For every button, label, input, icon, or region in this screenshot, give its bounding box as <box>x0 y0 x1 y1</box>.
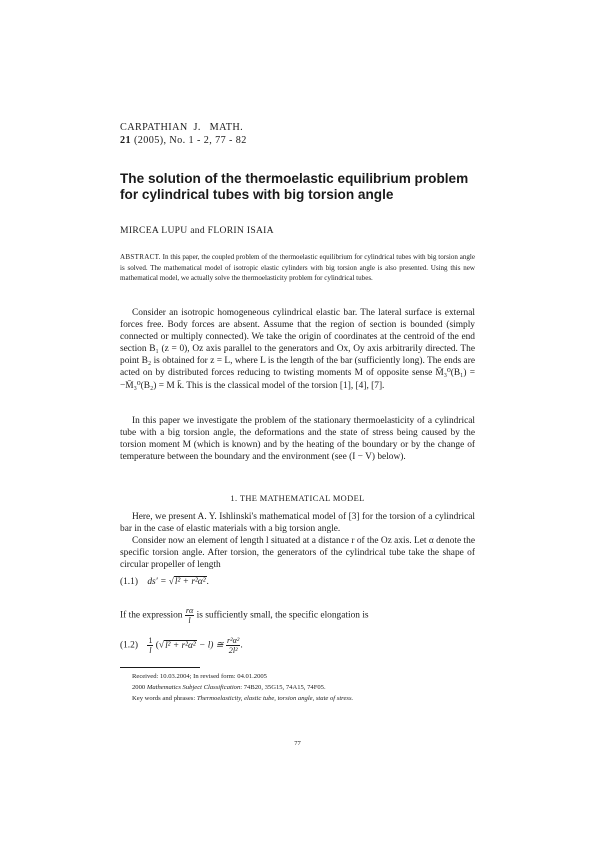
p5-after: is sufficiently small, the specific elongation is <box>196 610 369 621</box>
paragraph-intro-1: Consider an isotropic homogeneous cylindrical elastic bar. The lateral surface is external forces free. Body forces are absent. Assume that the region of section is bounded (simply connected or multiply connected). We take the origin of coordinates at the centroid of the end section B₁ (z = 0), Oz axis parallel to the generators and Ox, Oy axis arbitrarily directed. The point B₂ is obtained for z = L, where L is the length of the bar (sufficiently long). The ends are acted on by distributed forces reducing to twisting moments M of opposite sense M̄₃⁰(B₁) = −M̄₃⁰(B₂) = M k̄. This is the classical model of the torsion [1], [4], [7]. <box>120 308 475 391</box>
paragraph-model-3 <box>120 606 475 625</box>
eq2-close: − l) ≅ <box>196 640 226 651</box>
equation-1-1-root: l² + r²α² <box>174 577 206 587</box>
equation-1-1-label: (1.1) <box>120 577 138 587</box>
equation-1-2-label: (1.2) <box>120 640 138 651</box>
coef-den: l <box>149 646 152 655</box>
sqrt-sign-2: √ <box>158 640 165 651</box>
footnote-keywords <box>132 694 353 705</box>
equation-1-2 <box>120 636 243 655</box>
paper-authors: MIRCEA LUPU and FLORIN ISAIA <box>120 225 274 236</box>
msc-italic: Mathematics Subject Classification <box>146 684 241 691</box>
journal-volume: 21 <box>120 135 131 146</box>
equation-1-2-root: l² + r²α² <box>165 640 196 651</box>
p5-fraction <box>185 606 194 625</box>
p5-frac-den: l <box>188 616 191 625</box>
abstract-text: In this paper, the coupled problem of the thermoelastic equilibrium for cylindrical tubes with big torsion angle is solved. The mathematical model of isotropic elastic cylinders with big torsion angle is also presented. Using this new mathematical model, we actually solve the thermoelasticity problem for cylindrical tubes. <box>120 253 475 283</box>
equation-1-1-end: . <box>206 577 209 587</box>
keywords-label: Key words and phrases: <box>132 695 197 702</box>
journal-name: CARPATHIAN J. MATH. <box>120 122 244 133</box>
msc-codes: : 74B20, 35G15, 74A15, 74F05. <box>240 684 326 691</box>
paragraph-model-2: Consider now an element of length l situated at a distance r of the Oz axis. Let α denote the specific torsion angle. After torsion, the generators of the cylindrical tube take the shape of circular propeller of length <box>120 536 475 571</box>
paragraph-intro-2: In this paper we investigate the problem of the stationary thermoelasticity of a cylindrical tube with a big torsion angle, the deformations and the state of stress being caused by the torsion moment M (which is known) and by the heating of the boundary or by the change of temperature between the boundary and the environment (see (I − V) below). <box>120 416 475 463</box>
equation-1-1-lhs: ds′ = <box>147 577 169 587</box>
page-number: 77 <box>294 740 301 747</box>
footnote-msc <box>132 683 326 694</box>
eq2-open: ( <box>155 640 159 651</box>
abstract-lead: ABSTRACT. <box>120 253 161 261</box>
p5-frac-num: rα <box>185 606 194 615</box>
equation-1-2-coef <box>147 636 153 655</box>
msc-label: 2000 <box>132 684 147 691</box>
rhs-den: 2l² <box>228 646 238 655</box>
footnote-received: Received: 10.03.2004; In revised form: 04.01.2005 <box>132 673 267 680</box>
paper-title: The solution of the thermoelastic equilibrium problem for cylindrical tubes with big torsion angle <box>120 171 469 202</box>
footnote-rule <box>120 667 200 668</box>
abstract <box>120 252 475 284</box>
journal-issue-rest: (2005), No. 1 - 2, 77 - 82 <box>131 135 247 146</box>
paragraph-model-1: Here, we present A. Y. Ishlinski's mathematical model of [3] for the torsion of a cylindrical bar in the case of elastic materials with a big torsion angle. <box>120 512 475 535</box>
equation-1-1 <box>120 577 209 587</box>
p5-before: If the expression <box>120 610 183 621</box>
coef-num: 1 <box>148 636 153 645</box>
keywords-list: Thermoelasticity, elastic tube, torsion angle, state of stress. <box>196 695 354 702</box>
journal-header <box>120 121 247 147</box>
sqrt-sign: √ <box>168 577 174 587</box>
rhs-num: r²α² <box>226 636 240 645</box>
equation-1-2-rhs <box>226 636 243 655</box>
journal-issue <box>120 134 247 147</box>
equation-1-2-end: . <box>240 640 243 651</box>
section-heading: 1. THE MATHEMATICAL MODEL <box>230 494 365 503</box>
